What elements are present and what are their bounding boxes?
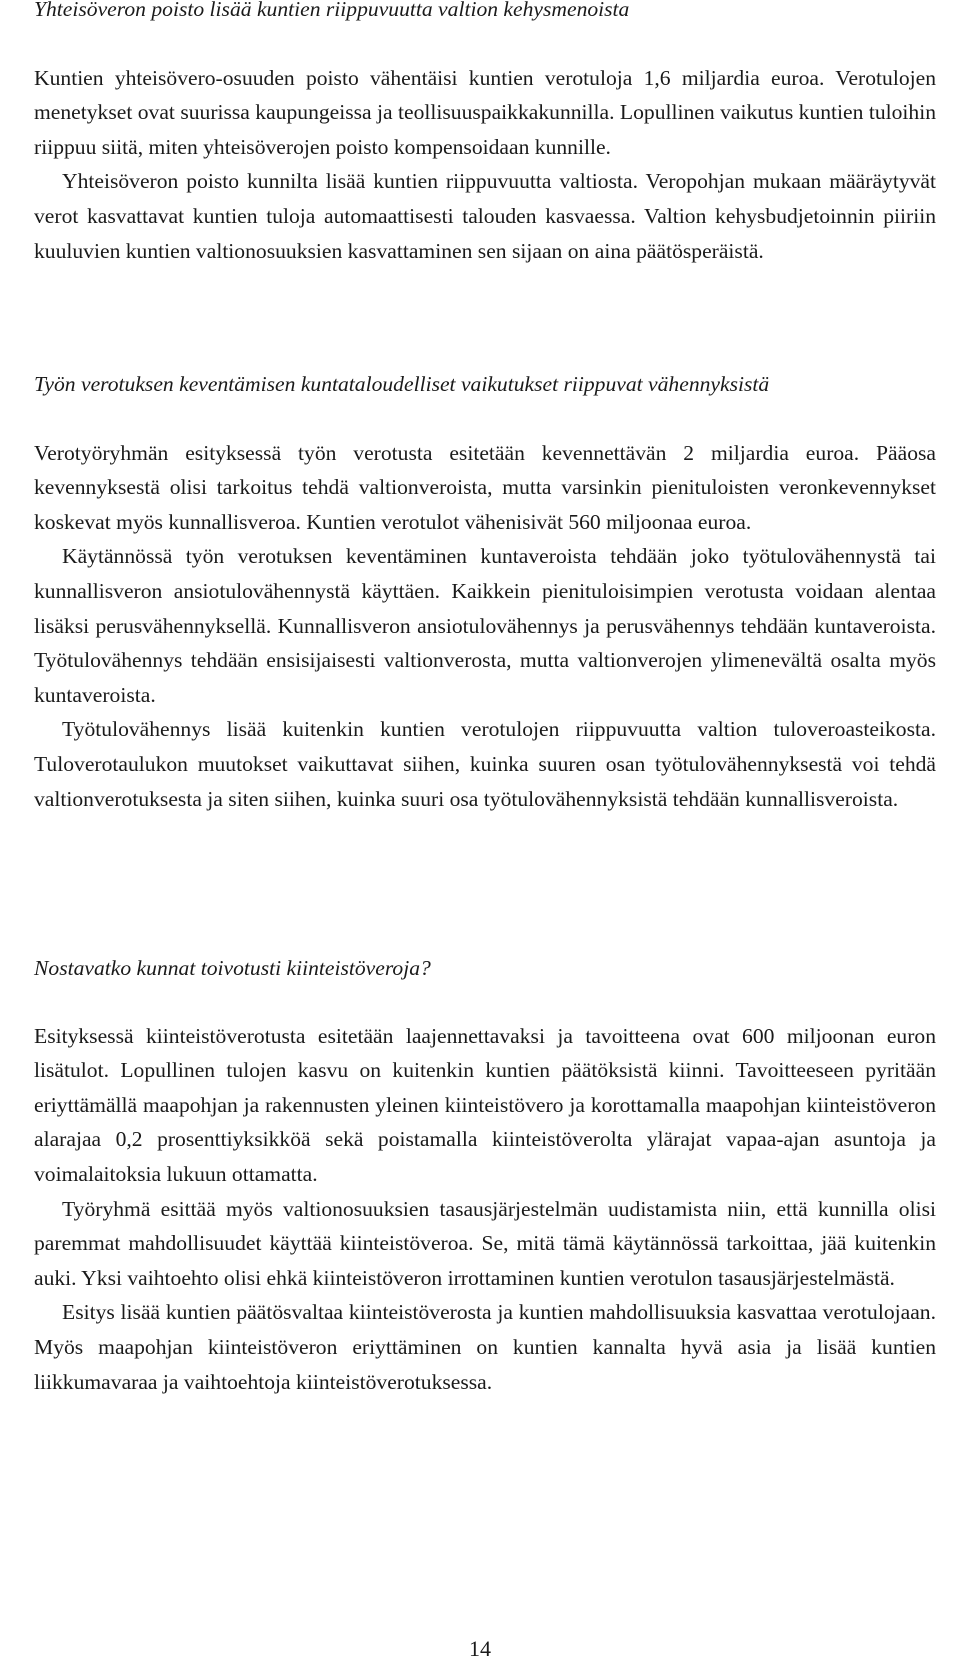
page-number: 14	[469, 1636, 491, 1661]
paragraph: Käytännössä työn verotuksen keventäminen kuntaveroista tehdään joko työtulovähennystä tai kunnallisveron ansiotulovähennystä käyttäen. Kaikkein pienituloisimpien verotusta voidaan alentaa lisäksi perusvähennyksellä. Kunnallisveron ansiotulovähennys ja perusvähennys tehdään kuntaveroista. Työtulovähennys tehdään ensisijaisesti valtionverosta, mutta valtionverojen ylimenevältä osalta myös kuntaveroista.	[34, 544, 936, 707]
paragraph: Kuntien yhteisövero-osuuden poisto vähentäisi kuntien verotuloja 1,6 miljardia euroa. Verotulojen menetykset ovat suurissa kaupungeissa ja teollisuuspaikkakunnilla. Lopullinen vaikutus kuntien tuloihin riippuu siitä, miten yhteisöverojen poisto kompensoidaan kunnille.	[34, 65, 937, 159]
paragraph: Verotyöryhmän esityksessä työn verotusta esitetään kevennettävän 2 miljardia euroa. Pääosa kevennyksestä olisi tarkoitus tehdä valtionveroista, mutta varsinkin pienituloisten veronkevennykset koskevat myös kunnallisveroa. Kuntien verotulot vähenisivät 560 miljoonaa euroa.	[34, 440, 936, 534]
section-heading: Työn verotuksen keventämisen kuntataloudelliset vaikutukset riippuvat vähennyksistä	[34, 372, 770, 396]
paragraph: Esitys lisää kuntien päätösvaltaa kiinteistöverosta ja kuntien mahdollisuuksia kasvattaa verotulojaan. Myös maapohjan kiinteistöveron eriyttäminen on kuntien kannalta hyvä asia ja lisää kuntien liikkumavaraa ja vaihtoehtoja kiinteistöverotuksessa.	[34, 1300, 936, 1394]
paragraph: Yhteisöveron poisto kunnilta lisää kuntien riippuvuutta valtiosta. Veropohjan mukaan määräytyvät verot kasvattavat kuntien tuloja automaattisesti talouden kasvaessa. Valtion kehysbudjetoinnin piiriin kuuluvien kuntien valtionosuuksien kasvattaminen sen sijaan on aina päätösperäistä.	[34, 169, 936, 263]
paragraph: Esityksessä kiinteistöverotusta esitetään laajennettavaksi ja tavoitteena ovat 600 miljoonan euron lisätulot. Lopullinen tulojen kasvu on kuitenkin kuntien päätöksistä kiinni. Tavoitteeseen pyritään eriyttämällä maapohjan ja rakennusten yleinen kiinteistövero ja korottamalla maapohjan kiinteistöveron alarajaa 0,2 prosenttiyksikköä sekä poistamalla kiinteistöverolta ylärajat vapaa-ajan asuntoja ja voimalaitoksia lukuun ottamatta.	[34, 1023, 936, 1186]
section-heading: Yhteisöveron poisto lisää kuntien riippuvuutta valtion kehysmenoista	[34, 0, 630, 21]
section-corporate-tax	[34, 0, 936, 268]
section-heading: Nostavatko kunnat toivotusti kiinteistöveroja?	[34, 956, 431, 980]
section-property-tax	[34, 951, 936, 1399]
paragraph: Työryhmä esittää myös valtionosuuksien tasausjärjestelmän uudistamista niin, että kunnilla olisi paremmat mahdollisuudet käyttää kiinteistöveroa. Se, mitä tämä käytännössä tarkoittaa, jää kuitenkin auki. Yksi vaihtoehto olisi ehkä kiinteistöveron irrottaminen kuntien verotulon tasausjärjestelmästä.	[34, 1196, 936, 1290]
paragraph: Työtulovähennys lisää kuitenkin kuntien verotulojen riippuvuutta valtion tuloveroasteikosta. Tuloverotaulukon muutokset vaikuttavat siihen, kuinka suuren osan työtulovähennyksestä voi tehdä valtionverotuksesta ja siten siihen, kuinka suuri osa työtulovähennyksistä tehdään kunnallisveroista.	[34, 717, 936, 811]
section-labour-tax	[34, 367, 936, 816]
